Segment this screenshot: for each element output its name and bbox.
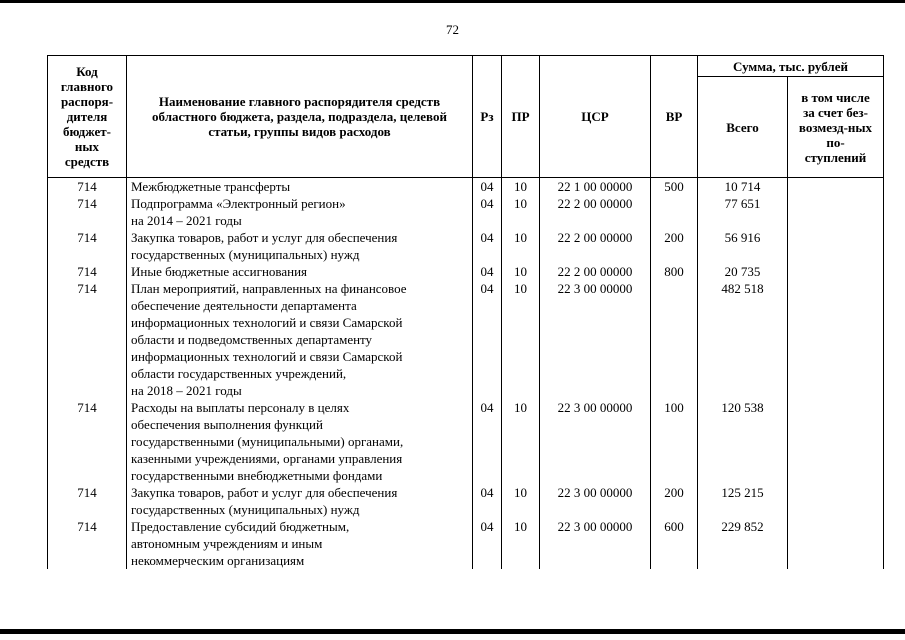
cell-vsego: 77 651 (698, 195, 788, 229)
col-header-vr: ВР (651, 56, 698, 178)
cell-vr: 200 (651, 229, 698, 263)
table-row (48, 280, 884, 399)
cell-vr: 100 (651, 399, 698, 484)
cell-vtch (788, 280, 884, 399)
cell-vsego: 229 852 (698, 518, 788, 569)
table-row (48, 518, 884, 569)
cell-kod: 714 (48, 229, 127, 263)
cell-kod: 714 (48, 484, 127, 518)
bottom-border (0, 629, 905, 634)
table-row (48, 484, 884, 518)
col-header-kod: Код главного распоря-дителя бюджет-ных средств (48, 56, 127, 178)
table-row (48, 263, 884, 280)
cell-vr: 600 (651, 518, 698, 569)
cell-csr: 22 3 00 00000 (540, 518, 651, 569)
page-number: 72 (446, 22, 459, 37)
cell-csr: 22 2 00 00000 (540, 263, 651, 280)
table-row (48, 229, 884, 263)
cell-kod: 714 (48, 280, 127, 399)
cell-pr: 10 (502, 518, 540, 569)
col-header-pr: ПР (502, 56, 540, 178)
cell-vr (651, 280, 698, 399)
cell-pr: 10 (502, 280, 540, 399)
cell-csr: 22 3 00 00000 (540, 484, 651, 518)
cell-name: План мероприятий, направленных на финансовое обеспечение деятельности департамента информационных технологий и связи Самарской области и подведомственных департаменту информационных технологий и связи Самарской области государственных учреждений, на 2018 – 2021 годы (127, 280, 473, 399)
cell-kod: 714 (48, 518, 127, 569)
cell-vtch (788, 178, 884, 196)
cell-csr: 22 3 00 00000 (540, 280, 651, 399)
cell-pr: 10 (502, 178, 540, 196)
cell-vtch (788, 229, 884, 263)
cell-vtch (788, 263, 884, 280)
cell-vsego: 56 916 (698, 229, 788, 263)
cell-vr: 500 (651, 178, 698, 196)
cell-name: Расходы на выплаты персоналу в целях обеспечения выполнения функций государственными (муниципальными) органами, казенными учреждениями, органами управления государственными внебюджетными фондами (127, 399, 473, 484)
table-row (48, 399, 884, 484)
table-header (48, 56, 884, 178)
cell-csr: 22 1 00 00000 (540, 178, 651, 196)
top-border (0, 0, 905, 3)
cell-kod: 714 (48, 399, 127, 484)
cell-name: Закупка товаров, работ и услуг для обеспечения государственных (муниципальных) нужд (127, 229, 473, 263)
cell-vtch (788, 399, 884, 484)
cell-name: Закупка товаров, работ и услуг для обеспечения государственных (муниципальных) нужд (127, 484, 473, 518)
col-header-rz: Рз (473, 56, 502, 178)
cell-name: Подпрограмма «Электронный регион» на 2014 – 2021 годы (127, 195, 473, 229)
cell-vr: 800 (651, 263, 698, 280)
cell-pr: 10 (502, 263, 540, 280)
cell-rz: 04 (473, 195, 502, 229)
cell-vr (651, 195, 698, 229)
cell-kod: 714 (48, 195, 127, 229)
cell-vtch (788, 518, 884, 569)
cell-name: Межбюджетные трансферты (127, 178, 473, 196)
cell-vr: 200 (651, 484, 698, 518)
cell-pr: 10 (502, 484, 540, 518)
cell-csr: 22 2 00 00000 (540, 195, 651, 229)
cell-pr: 10 (502, 195, 540, 229)
budget-table (47, 55, 884, 569)
col-header-vtch: в том числе за счет без-возмезд-ных по-ступлений (788, 77, 884, 178)
cell-rz: 04 (473, 399, 502, 484)
cell-name: Предоставление субсидий бюджетным, автономным учреждениям и иным некоммерческим организациям (127, 518, 473, 569)
col-header-vsego: Всего (698, 77, 788, 178)
cell-kod: 714 (48, 178, 127, 196)
cell-rz: 04 (473, 280, 502, 399)
cell-rz: 04 (473, 484, 502, 518)
cell-csr: 22 2 00 00000 (540, 229, 651, 263)
cell-vtch (788, 484, 884, 518)
cell-rz: 04 (473, 263, 502, 280)
cell-vtch (788, 195, 884, 229)
cell-pr: 10 (502, 229, 540, 263)
table-body (48, 178, 884, 570)
cell-pr: 10 (502, 399, 540, 484)
col-header-summa: Сумма, тыс. рублей (698, 56, 884, 77)
cell-rz: 04 (473, 518, 502, 569)
cell-name: Иные бюджетные ассигнования (127, 263, 473, 280)
cell-vsego: 10 714 (698, 178, 788, 196)
cell-vsego: 120 538 (698, 399, 788, 484)
cell-vsego: 125 215 (698, 484, 788, 518)
table-row (48, 195, 884, 229)
cell-kod: 714 (48, 263, 127, 280)
cell-vsego: 20 735 (698, 263, 788, 280)
cell-vsego: 482 518 (698, 280, 788, 399)
cell-rz: 04 (473, 178, 502, 196)
col-header-csr: ЦСР (540, 56, 651, 178)
cell-rz: 04 (473, 229, 502, 263)
cell-csr: 22 3 00 00000 (540, 399, 651, 484)
col-header-name: Наименование главного распорядителя средств областного бюджета, раздела, подраздела, целевой статьи, группы видов расходов (127, 56, 473, 178)
table-row (48, 178, 884, 196)
